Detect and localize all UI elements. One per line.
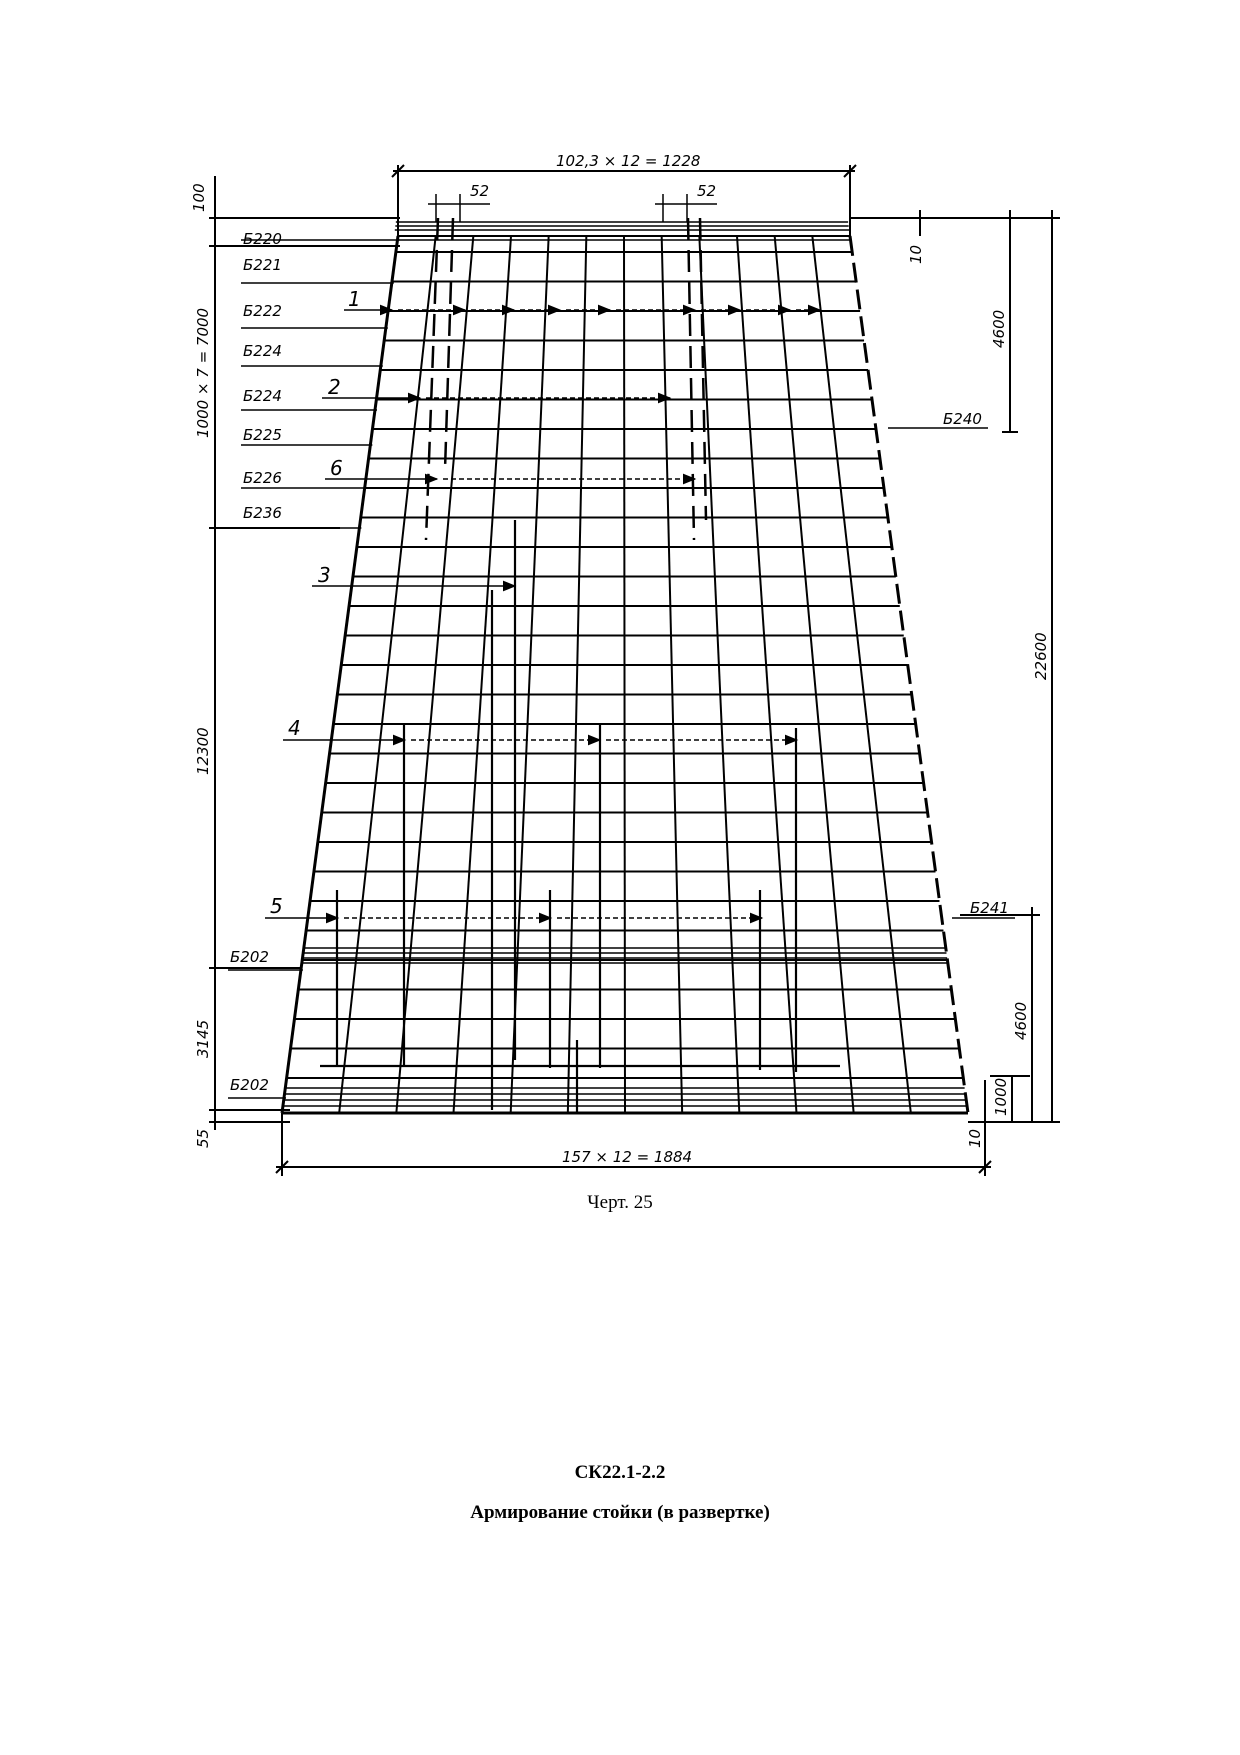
left-dimension-chain — [209, 176, 400, 1130]
left-mark-label: Б222 — [243, 302, 282, 320]
left-mark-label: Б226 — [243, 469, 282, 487]
right-dimension-chain — [850, 210, 1060, 1130]
additional-bar-dashed — [445, 218, 453, 470]
left-mark-label: Б224 — [243, 387, 282, 405]
mark-leaders — [228, 240, 399, 1098]
bottom-width-dimension — [276, 1113, 991, 1176]
top-width-label: 102,3 × 12 = 1228 — [556, 152, 701, 170]
position-label: 4 — [288, 716, 301, 740]
longitudinal-bar — [775, 236, 854, 1113]
left-mark-label: Б221 — [243, 256, 282, 274]
longitudinal-bar — [339, 236, 436, 1113]
right-dim-10-bottom: 10 — [966, 1128, 984, 1148]
right-dim-22600: 22600 — [1032, 632, 1050, 680]
longitudinal-bar — [699, 236, 739, 1113]
left-mark-label: Б236 — [243, 504, 282, 522]
left-dim-100: 100 — [190, 183, 208, 212]
spacing-label-right: 52 — [697, 182, 717, 200]
longitudinal-bar — [511, 236, 549, 1113]
left-dim-55: 55 — [194, 1128, 212, 1148]
mark-b241: Б241 — [970, 899, 1009, 917]
longitudinal-bar — [737, 236, 797, 1113]
left-mark-label: Б220 — [243, 230, 282, 248]
right-dim-4600-top: 4600 — [990, 309, 1008, 348]
position-label: 3 — [318, 563, 331, 587]
left-mark-label: Б202 — [230, 948, 269, 966]
left-dim-3145: 3145 — [194, 1019, 212, 1058]
left-mark-label: Б202 — [230, 1076, 269, 1094]
position-label: 6 — [330, 456, 343, 480]
longitudinal-bar — [624, 236, 625, 1113]
left-dim-12300: 12300 — [194, 727, 212, 775]
right-dim-1000: 1000 — [992, 1077, 1010, 1116]
additional-bar-dashed — [688, 218, 694, 540]
document-title: Армирование стойки (в развертке) — [470, 1502, 770, 1523]
left-mark-label: Б224 — [243, 342, 282, 360]
left-marks — [230, 230, 282, 1094]
spacing-label-left: 52 — [470, 182, 490, 200]
bottom-width-label: 157 × 12 = 1884 — [562, 1148, 693, 1166]
right-dim-10-top: 10 — [907, 244, 925, 264]
longitudinal-bar — [568, 236, 587, 1113]
document-code: СК22.1-2.2 — [574, 1462, 666, 1483]
position-label: 1 — [348, 287, 361, 311]
left-dim-7000: 1000 × 7 = 7000 — [194, 307, 212, 438]
mark-b240: Б240 — [943, 410, 982, 428]
longitudinal-bar — [662, 236, 683, 1113]
right-marks — [888, 428, 1015, 918]
position-label: 5 — [270, 894, 283, 918]
right-dim-4600-bottom: 4600 — [1012, 1001, 1030, 1040]
figure-caption: Черт. 25 — [587, 1192, 653, 1213]
position-label: 2 — [328, 375, 341, 399]
left-mark-label: Б225 — [243, 426, 282, 444]
longitudinal-bar — [812, 236, 911, 1113]
